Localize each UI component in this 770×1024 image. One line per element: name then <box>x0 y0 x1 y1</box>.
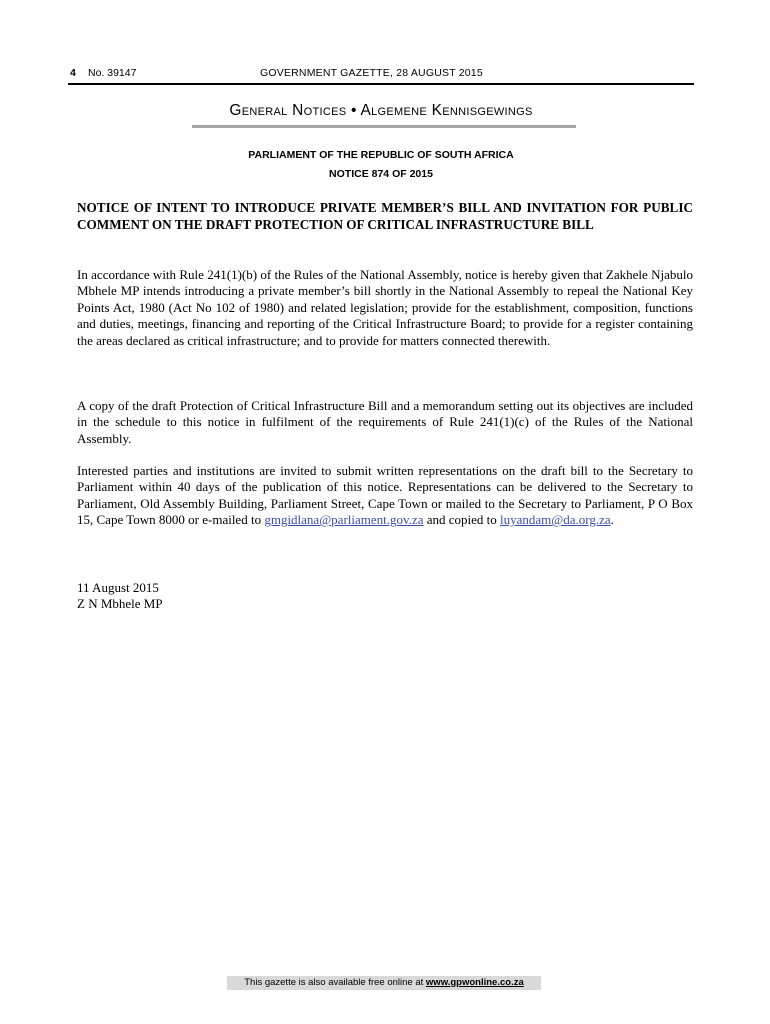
copied-to-text: and copied to <box>423 512 501 528</box>
page-number: 4 <box>70 67 76 79</box>
paragraph-intent: In accordance with Rule 241(1)(b) of the Rules of the National Assembly, notice is hereby given that Zakhele Njabulo Mbhele MP intends introducing a private member’s bill shortly in the National Assembly to repeal the National Key Points Act, 1980 (Act No 102 of 1980) and related legislation; provide for the establishment, composition, functions and duties, meetings, financing and reporting of the Critical Infrastructure Board; to provide for a register containing the areas declared as critical infrastructure; and to provide for matters connected therewith. <box>77 267 693 348</box>
email-link-parliament[interactable]: gmgidlana@parliament.gov.za <box>264 512 424 528</box>
parliament-heading: PARLIAMENT OF THE REPUBLIC OF SOUTH AFRICA <box>248 149 514 161</box>
paragraph-end: . <box>610 512 614 528</box>
section-divider <box>192 125 576 128</box>
footer-website-link[interactable]: www.gpwonline.co.za <box>425 977 524 988</box>
signature-name: Z N Mbhele MP <box>77 596 163 611</box>
footer-text: This gazette is also available free online at <box>244 977 426 988</box>
page-footer <box>227 976 541 990</box>
header-divider <box>68 83 694 85</box>
representations-text: Interested parties and institutions are invited to submit written representations on the draft bill to the Secretary to Parliament within 40 days of the publication of this notice. Representations can be delivered to the Secretary to Parliament, Old Assembly Building, Parliament Street, Cape Town or mailed to the Secretary to Parliament, P O Box 15, Cape Town 8000 or e-mailed to <box>77 463 693 528</box>
issue-number: No. 39147 <box>88 67 137 79</box>
signature-date: 11 August 2015 <box>77 580 159 595</box>
paragraph-representations <box>77 463 693 529</box>
gazette-title: GOVERNMENT GAZETTE, 28 AUGUST 2015 <box>260 67 483 79</box>
section-title: General Notices • Algemene Kennisgewings <box>229 102 533 119</box>
notice-number: NOTICE 874 OF 2015 <box>329 168 433 180</box>
page-header <box>70 66 692 80</box>
email-link-da[interactable]: luyandam@da.org.za <box>500 512 611 528</box>
notice-heading: NOTICE OF INTENT TO INTRODUCE PRIVATE MEMBER’S BILL AND INVITATION FOR PUBLIC COMMENT ON THE DRAFT PROTECTION OF CRITICAL INFRASTRUCTURE BILL <box>77 200 693 232</box>
paragraph-copy: A copy of the draft Protection of Critical Infrastructure Bill and a memorandum setting out its objectives are included in the schedule to this notice in fulfilment of the requirements of Rule 241(1)(c) of the Rules of the National Assembly. <box>77 398 693 446</box>
